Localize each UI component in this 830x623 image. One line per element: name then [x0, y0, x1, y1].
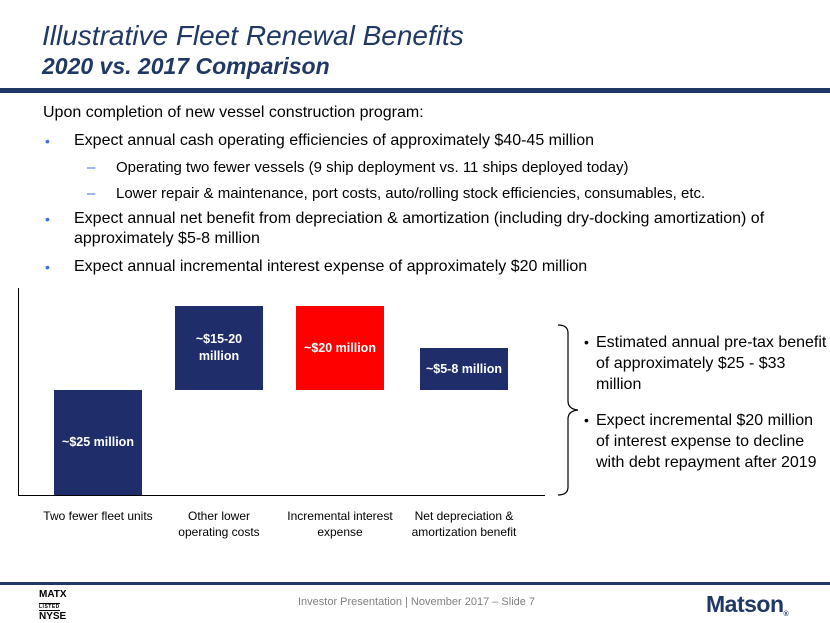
bar-value-label: ~$20 million [304, 340, 376, 355]
page-subtitle: 2020 vs. 2017 Comparison [42, 53, 330, 79]
sub-bullet-lower-costs: Lower repair & maintenance, port costs, auto/rolling stock efficiencies, consumables, etc. [116, 185, 706, 202]
side-note-pretax-benefit: Estimated annual pre-tax benefit of approximately $25 - $33 million [596, 334, 827, 393]
side-note-interest-decline: Expect incremental $20 million of interest expense to decline with debt repayment after 2019 [596, 412, 817, 471]
x-tick-label: Two fewer fleet units [43, 509, 153, 523]
x-tick-label: Net depreciation & amortization benefit [411, 509, 517, 539]
bullet-depreciation-line2: approximately $5-8 million [74, 230, 260, 247]
bar-value-label: ~$5-8 million [425, 361, 503, 376]
bullet-depreciation-line1: Expect annual net benefit from depreciation & amortization (including dry-docking amortization) of [74, 210, 765, 227]
chart-bar [54, 390, 142, 495]
footer-text: Investor Presentation | November 2017 – Slide 7 [298, 596, 536, 608]
chart-bar [296, 306, 384, 390]
bar-value-label: ~$25 million [62, 435, 134, 449]
nyse-listing-logo: MATX LISTED NYSE [39, 589, 67, 622]
title-divider [0, 88, 830, 93]
bullet-marker: • [45, 211, 50, 227]
bullet-marker: • [45, 133, 50, 149]
side-bullet-marker: • [584, 412, 589, 428]
x-tick-label: Other lower operating costs [178, 509, 260, 539]
sub-bullet-fewer-vessels: Operating two fewer vessels (9 ship deployment vs. 11 ships deployed today) [116, 159, 629, 176]
chart-x-axis [18, 495, 545, 496]
chart-y-axis [18, 288, 19, 496]
matson-logo: Matson® [706, 591, 789, 618]
chart-bar [420, 348, 508, 390]
dash-marker: – [87, 185, 96, 202]
footer-divider [0, 582, 830, 585]
chart-bar [175, 306, 263, 390]
bullet-interest-expense: Expect annual incremental interest expense of approximately $20 million [74, 258, 588, 275]
dash-marker: – [87, 159, 96, 176]
bar-value-label: ~$15-20 million [195, 332, 243, 363]
page-title: Illustrative Fleet Renewal Benefits [42, 20, 464, 51]
brace-icon [556, 323, 582, 497]
bullet-cash-efficiencies: Expect annual cash operating efficiencies of approximately $40-45 million [74, 132, 595, 149]
side-bullet-marker: • [584, 334, 589, 350]
x-tick-label: Incremental interest expense [287, 509, 393, 539]
intro-text: Upon completion of new vessel construction program: [43, 104, 424, 121]
bullet-marker: • [45, 259, 50, 275]
